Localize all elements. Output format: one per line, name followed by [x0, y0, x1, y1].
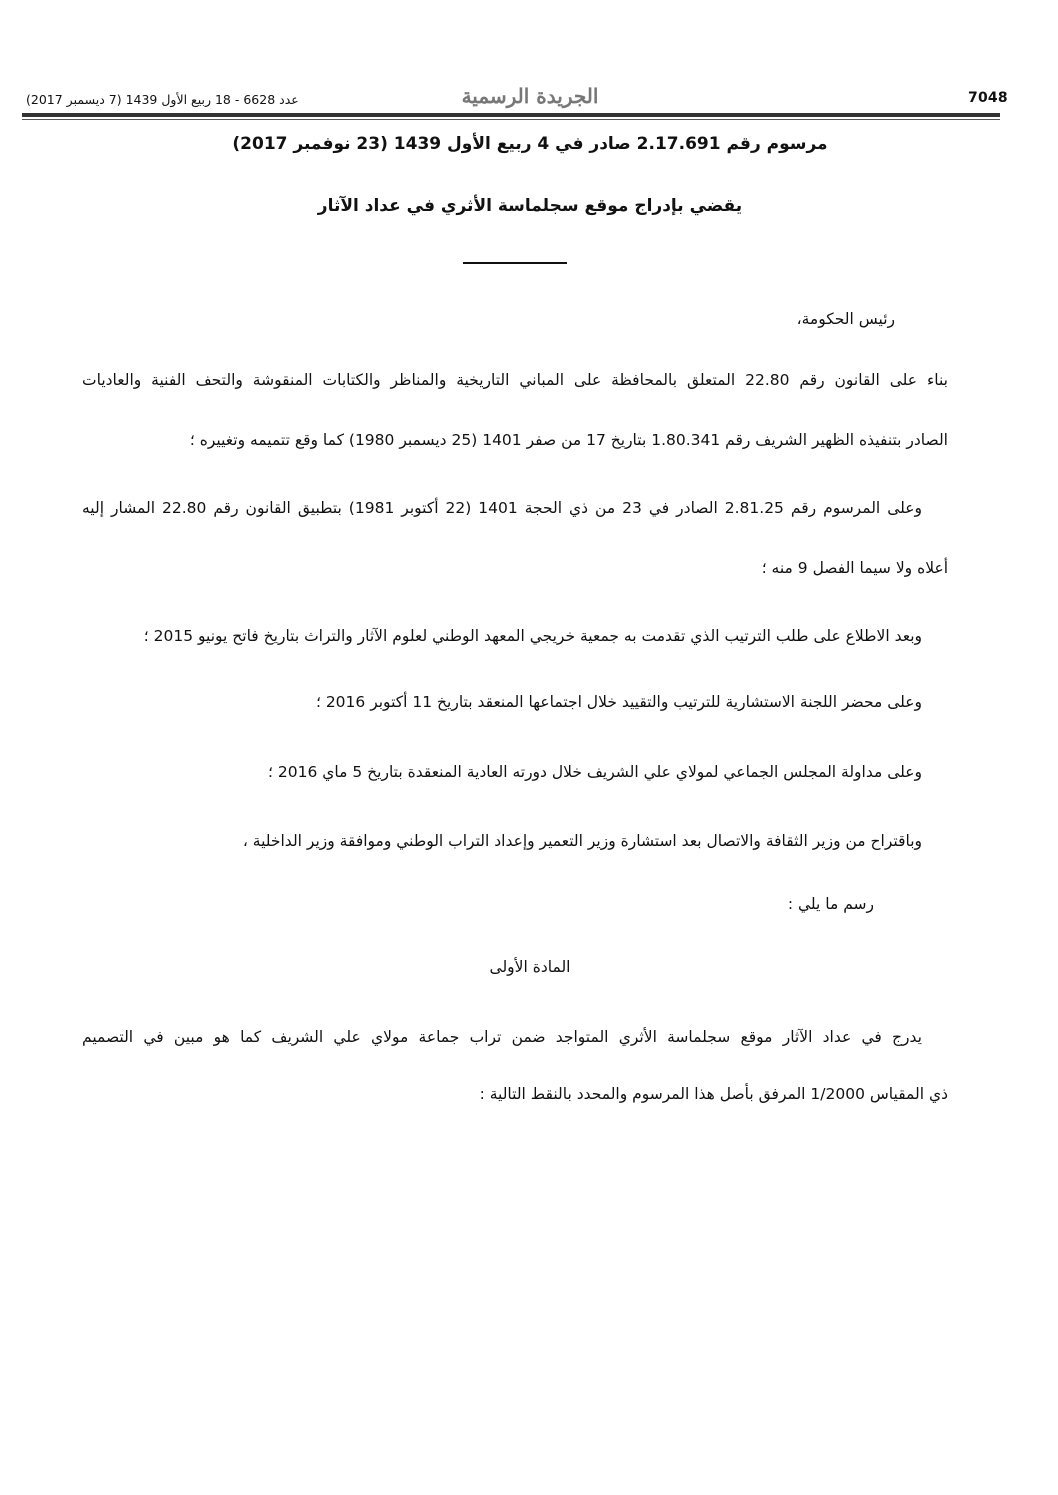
considering-law-line-1: بناء على القانون رقم 22.80 المتعلق بالمحافظة على المباني التاريخية والمناظر والكتابات المنقوشة والتحف الفنية والعاديات: [82, 371, 948, 389]
considering-law-line-2: الصادر بتنفيذه الظهير الشريف رقم 1.80.341 بتاريخ 17 من صفر 1401 (25 ديسمبر 1980) كما وقع تتميمه وتغييره ؛: [189, 431, 948, 449]
decree-subtitle: يقضي بإدراج موقع سجلماسة الأثري في عداد الآثار: [317, 196, 743, 216]
considering-council: وعلى مداولة المجلس الجماعي لمولاي علي الشريف خلال دورته العادية المنعقدة بتاريخ 5 ماي 2016 ؛: [268, 763, 922, 781]
decrees-statement: رسم ما يلي :: [787, 895, 874, 913]
article-heading: المادة الأولى: [489, 958, 571, 976]
journal-title: الجريدة الرسمية: [461, 84, 599, 108]
header-rule-thick: [22, 113, 1000, 117]
page-number: 7048: [968, 90, 1008, 106]
considering-proposal: وباقتراح من وزير الثقافة والاتصال بعد استشارة وزير التعمير وإعداد التراب الوطني وموافقة وزير الداخلية ،: [242, 832, 922, 850]
considering-decree-line-2: أعلاه ولا سيما الفصل 9 منه ؛: [761, 559, 948, 577]
title-separator: [463, 262, 567, 264]
considering-committee: وعلى محضر اللجنة الاستشارية للترتيب والتقييد خلال اجتماعها المنعقد بتاريخ 11 أكتوبر 2016 ؛: [315, 693, 922, 711]
header-rule-thin: [22, 119, 1000, 120]
head-of-government: رئيس الحكومة،: [796, 310, 895, 328]
considering-decree-line-1: وعلى المرسوم رقم 2.81.25 الصادر في 23 من ذي الحجة 1401 (22 أكتوبر 1981) بتطبيق القانون رقم 22.80 المشار إليه: [82, 499, 922, 517]
considering-request: وبعد الاطلاع على طلب الترتيب الذي تقدمت به جمعية خريجي المعهد الوطني لعلوم الآثار والتراث بتاريخ فاتح يونيو 2015 ؛: [143, 627, 922, 645]
article-text-line-2: ذي المقياس 1/2000 المرفق بأصل هذا المرسوم والمحدد بالنقط التالية :: [479, 1085, 948, 1103]
article-text-line-1: يدرج في عداد الآثار موقع سجلماسة الأثري المتواجد ضمن تراب جماعة مولاي علي الشريف كما هو مبين في التصميم: [82, 1028, 922, 1046]
decree-title: مرسوم رقم 2.17.691 صادر في 4 ربيع الأول 1439 (23 نوفمبر 2017): [232, 134, 828, 154]
issue-line: عدد 6628 - 18 ربيع الأول 1439 (7 ديسمبر 2017): [26, 92, 299, 107]
